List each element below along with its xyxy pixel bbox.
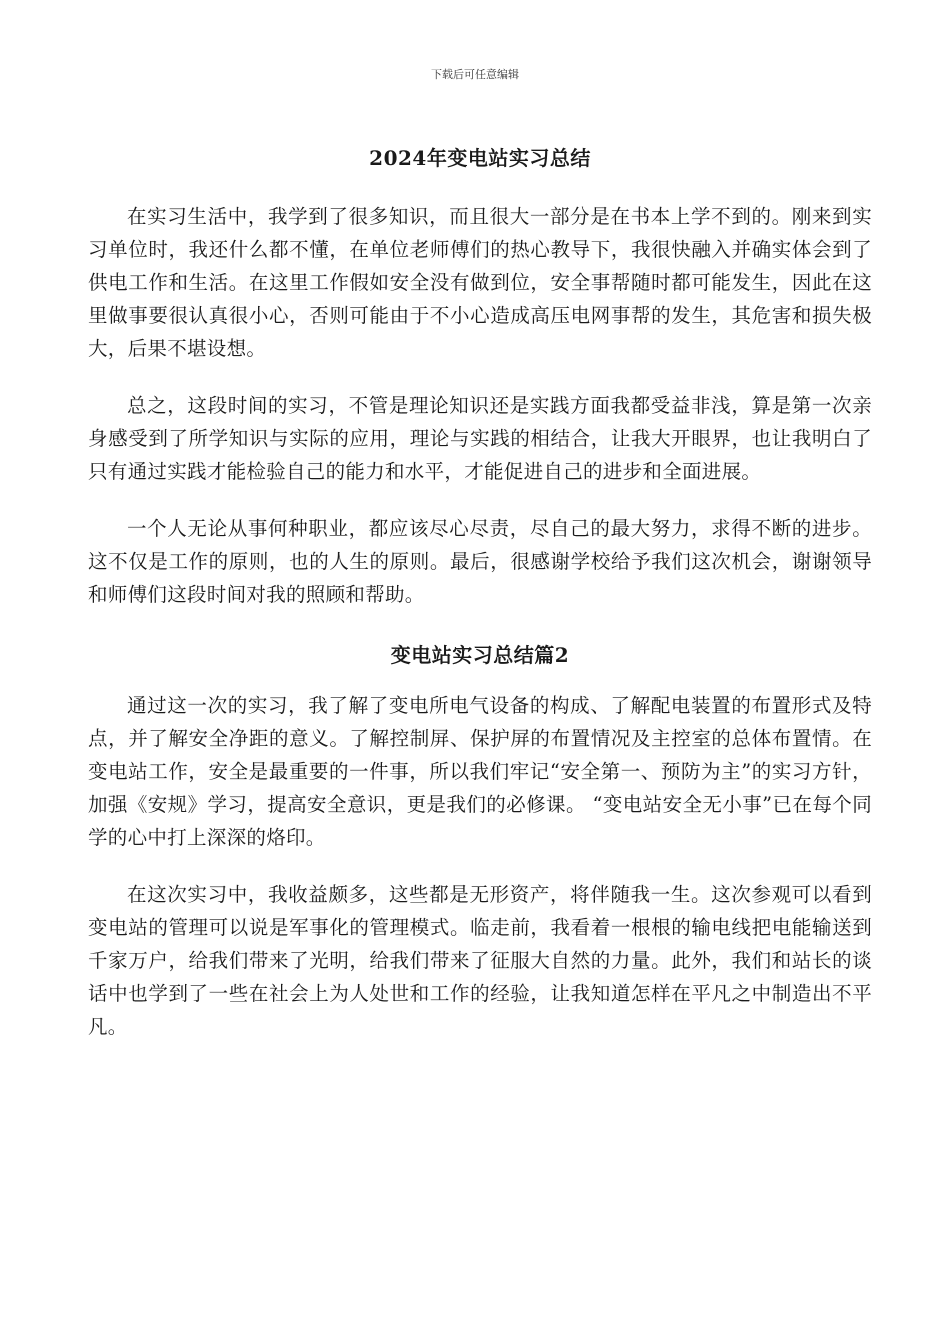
document-title: 2024年变电站实习总结 bbox=[369, 146, 591, 170]
paragraph: 在实习生活中，我学到了很多知识，而且很大一部分是在书本上学不到的。刚来到实习单位时，我还什么都不懂，在单位老师傅们的热心教导下，我很快融入并确实体会到了供电工作和生活。在这里工作假如安全没有做到位，安全事帮随时都可能发生，因此在这里做事要很认真很小心，否则可能由于不小心造成高压电网事帮的发生，其危害和损失极大，后果不堪设想。 bbox=[88, 205, 872, 360]
paragraph: 总之，这段时间的实习，不管是理论知识还是实践方面我都受益非浅，算是第一次亲身感受到了所学知识与实际的应用，理论与实践的相结合，让我大开眼界，也让我明白了只有通过实践才能检验自己的能力和水平，才能促进自己的进步和全面进展。 bbox=[88, 394, 872, 483]
document-body bbox=[88, 138, 872, 1067]
paragraph: 一个人无论从事何种职业，都应该尽心尽责，尽自己的最大努力，求得不断的进步。这不仅是工作的原则，也的人生的原则。最后，很感谢学校给予我们这次机会，谢谢领导和师傅们这段时间对我的照顾和帮助。 bbox=[88, 517, 872, 606]
paragraph: 通过这一次的实习，我了解了变电所电气设备的构成、了解配电装置的布置形式及特点，并了解安全净距的意义。了解控制屏、保护屏的布置情况及主控室的总体布置情。在变电站工作，安全是最重要的一件事，所以我们牢记“安全第一、预防为主”的实习方针，加强《安规》学习，提高安全意识，更是我们的必修课。 “变电站安全无小事”已在每个同学的心中打上深深的烙印。 bbox=[88, 694, 872, 849]
header-note: 下载后可任意编辑 bbox=[431, 68, 519, 81]
section-title: 变电站实习总结篇2 bbox=[390, 643, 570, 667]
paragraph: 在这次实习中，我收益颇多，这些都是无形资产，将伴随我一生。这次参观可以看到变电站的管理可以说是军事化的管理模式。临走前，我看着一根根的输电线把电能输送到千家万户，给我们带来了光明，给我们带来了征服大自然的力量。此外，我们和站长的谈话中也学到了一些在社会上为人处世和工作的经验，让我知道怎样在平凡之中制造出不平凡。 bbox=[88, 883, 872, 1038]
